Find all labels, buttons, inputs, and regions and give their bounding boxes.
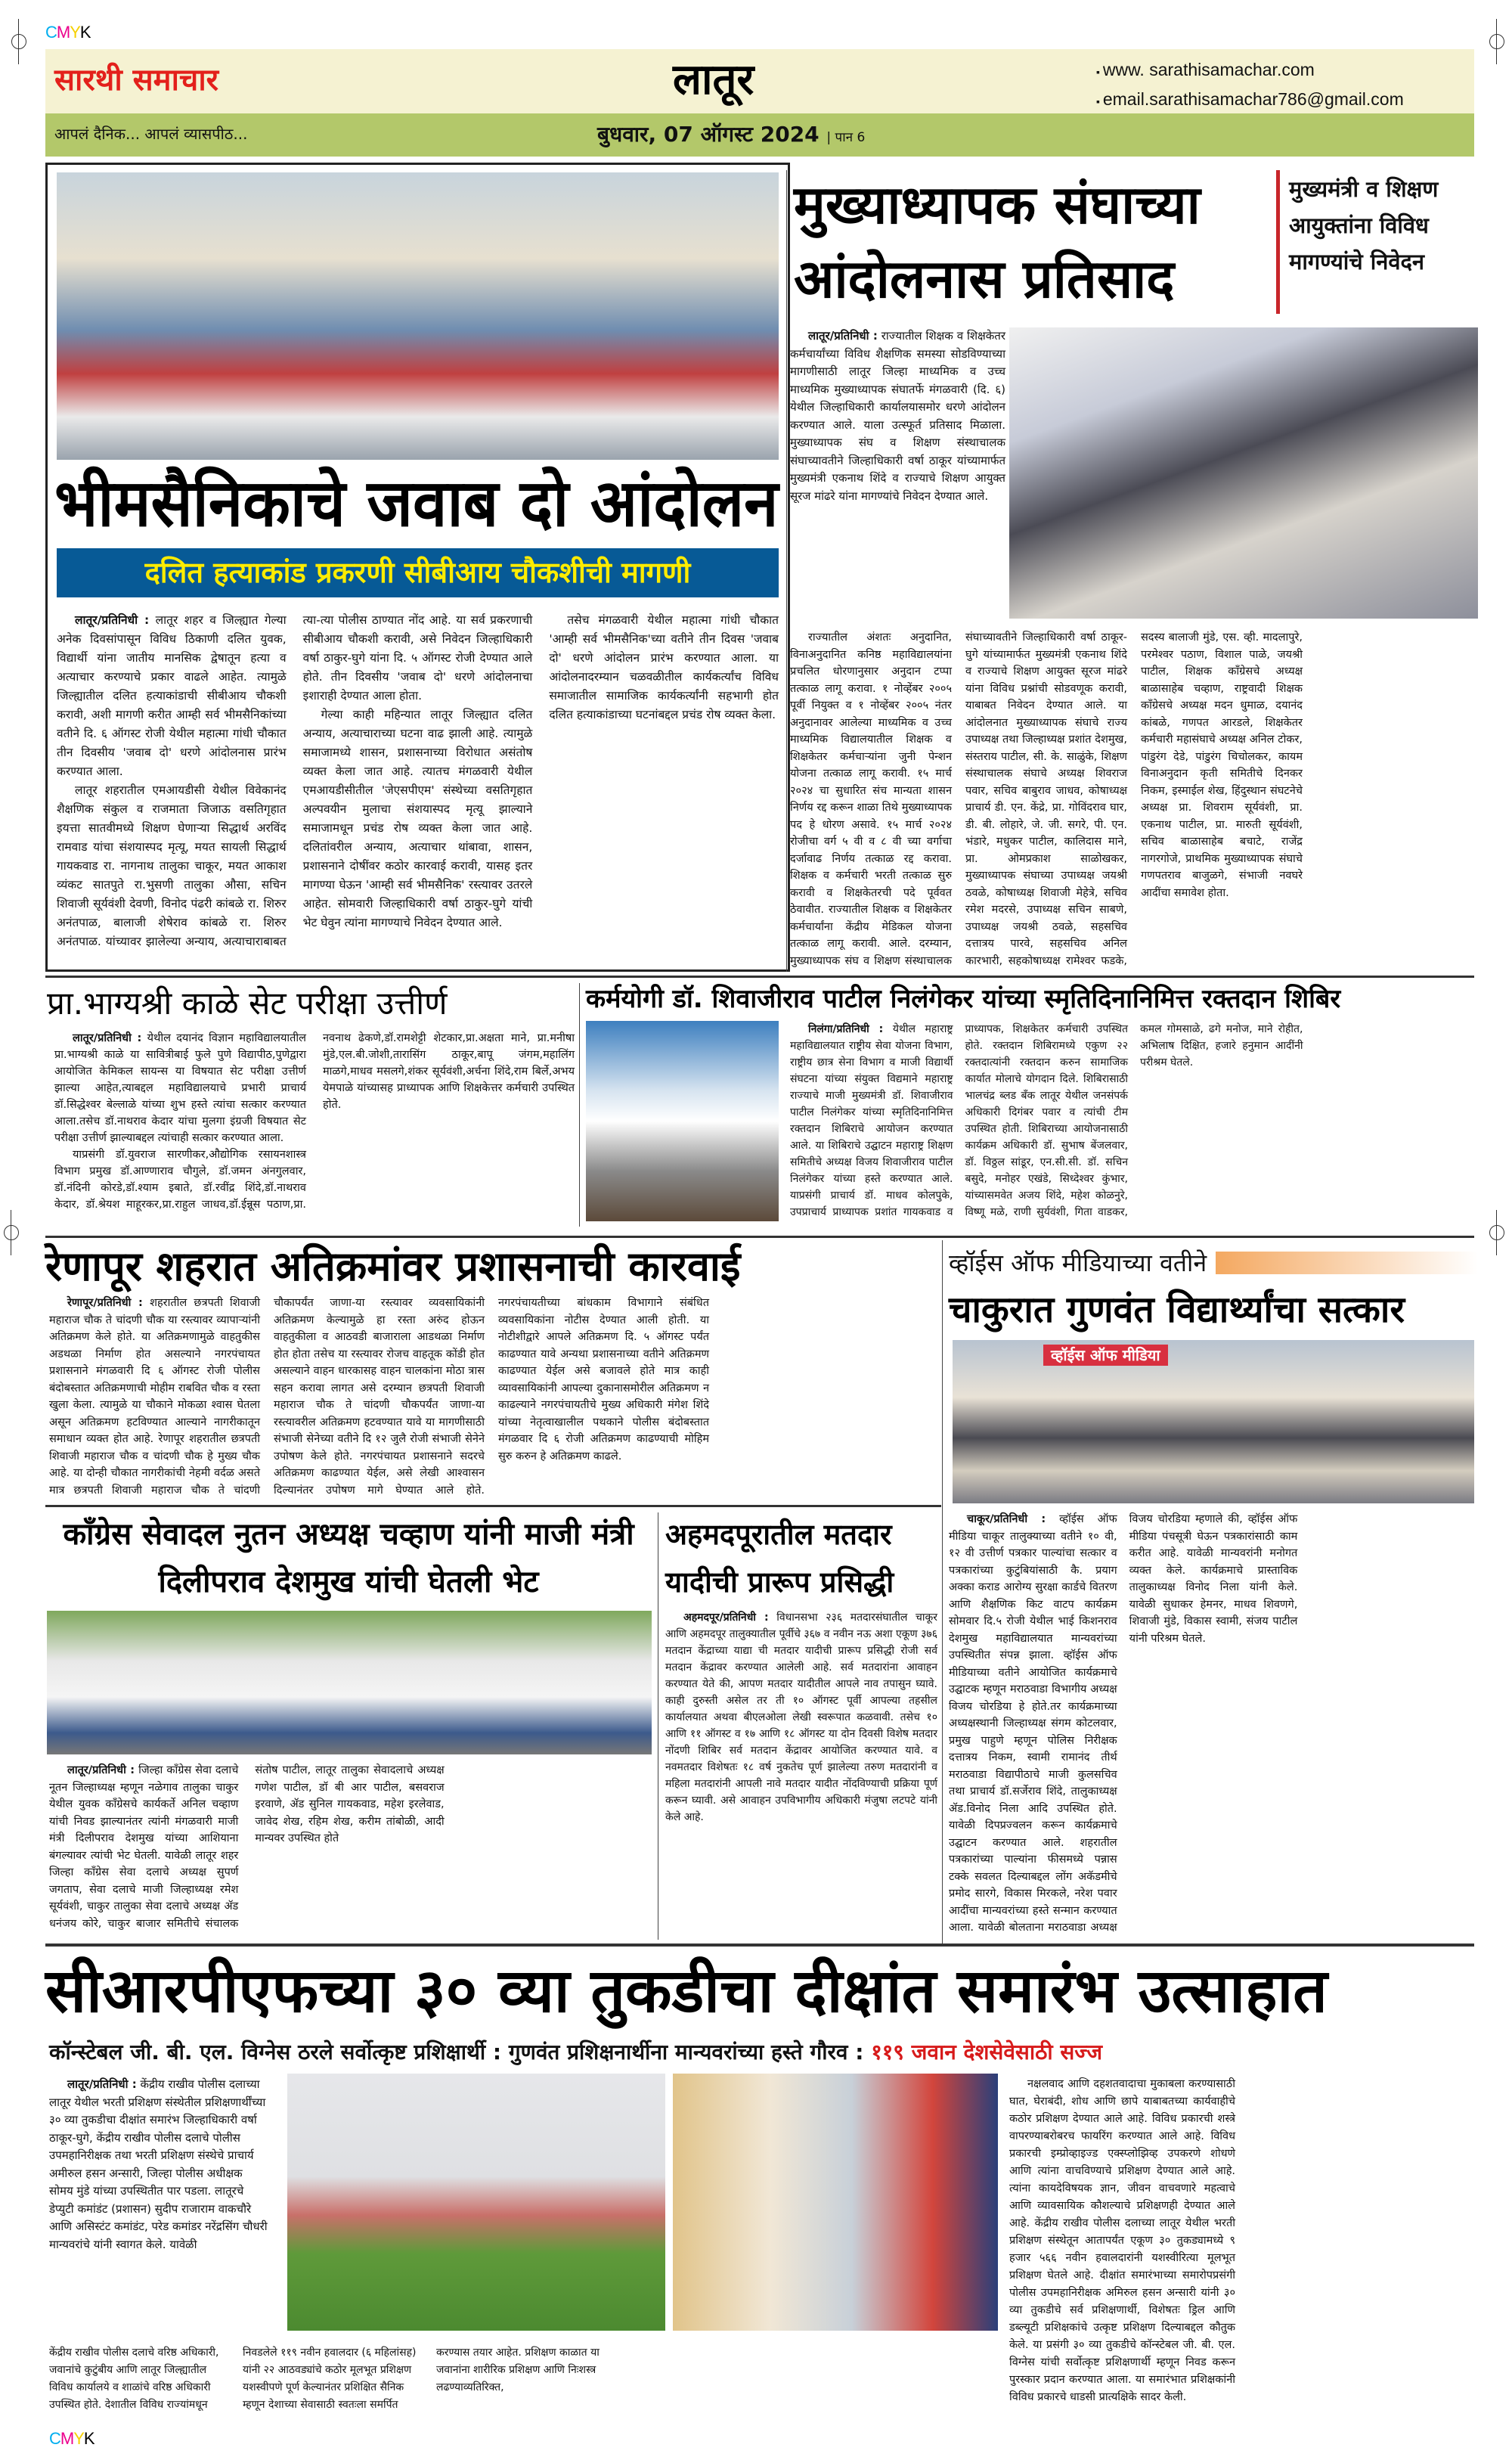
email-link[interactable]: ▪ email.sarathisamachar786@gmail.com (1096, 85, 1404, 115)
headline: रेणापूर शहरात अतिक्रमांवर प्रशासनाची कारवाई (45, 1242, 741, 1290)
decorative-bar (1216, 1252, 1478, 1274)
article-body (790, 1021, 1478, 1227)
tagline: आपलं दैनिक... आपलं व्यासपीठ... (54, 125, 248, 143)
cmyk-mark-top: CMYK (45, 23, 91, 42)
red-divider (1276, 170, 1280, 314)
article-body (665, 1609, 937, 1940)
date-text: बुधवार, 07 ऑगस्ट 2024 (597, 122, 820, 147)
section-rule (45, 1236, 1474, 1238)
dateline: निलंगा/प्रतिनिधी : (808, 1023, 884, 1035)
page-number: | पान 6 (826, 130, 866, 145)
blood-camp-photo (586, 1021, 779, 1221)
article-body (949, 1511, 1478, 1938)
headline: चाकुरात गुणवंत विद्यार्थ्यांचा सत्कार (949, 1289, 1405, 1331)
paragraph: याप्रसंगी डॉ.युवराज सारणीकर,औद्योगिक रसायनशास्त्र विभाग प्रमुख डॉ.आण्णाराव चौगुले, डॉ.जमन अंनगुलवार, डॉ.नंदिनी कोरडे,डॉ.श्याम इबाते, डॉ.रवींद्र शिंदे,डॉ.नाथराव केदार, डॉ.श्रेयश माहूरकर,प्रा.राहुल जाधव,डॉ.ईन्नूस पठाण,प्रा. नवनाथ ढेकणे,डॉ.रामशेट्टी शेटकार,प्रा.अक्षता माने, प्रा.मनीषा मुंडे,एल.बी.जोशी,तारासिंग ठाकूर,बापू जंगम,महालिंग माळगे,माधव मसलगे,शंकर सूर्यवंशी,अर्चना शिंदे,राम बिर्ले,अभय येमपाळे यांच्यासह प्राध्यापक आणि शिक्षकेत्तर कर्मचारी उपस्थित होते. (54, 1032, 575, 1211)
article-body (1009, 2076, 1478, 2420)
edition-city: लातूर (673, 55, 754, 104)
crpf-award-photo (673, 2074, 998, 2331)
article-lead (49, 2076, 268, 2341)
paragraph: तसेच मंगळवारी येथील महात्मा गांधी चौकात 'आम्ही सर्व भीमसैनिक'च्या वतीने तीन दिवस 'जवाब दो' धरणे आंदोलन प्रारंभ करण्यात आला. या आंदोलनादरम्यान चळवळीतील कार्यकर्त्यांच विविध समाजातील सामाजिक कार्यकर्त्यांनी सहभागी होत दलित हत्याकांडाच्या घटनांबद्दल प्रचंड रोष व्यक्त केला. (549, 613, 779, 721)
paragraph: लातूर शहर व जिल्ह्यात गेल्या अनेक दिवसांपासून विविध ठिकाणी दलित युवक, विद्यार्थी यांना जातीय मानसिक द्वेषातून हत्या व अत्याचार करण्याचे प्रकार वाढले आहेत. त्यामुळे जिल्ह्यातील दलित हत्याकांडाची सीबीआय चौकशी करावी, अशी मागणी करीत आम्ही सर्व भीमसैनिकांच्या वतीने दि. ६ ऑगस्ट रोजी येथील महात्मा गांधी चौकात तीन दिवसीय 'जवाब दो' धरणे आंदोलनास प्रारंभ करण्यात आला. (57, 613, 287, 778)
dateline: लातूर/प्रतिनिधी : (67, 2077, 137, 2091)
article-body (49, 1762, 650, 1940)
dateline: लातूर/प्रतिनिधी : (808, 329, 878, 343)
article-lead (790, 327, 1005, 626)
registration-mark-icon (1486, 19, 1508, 64)
article-body (49, 1295, 934, 1502)
website-link[interactable]: ▪ www. sarathisamachar.com (1096, 56, 1404, 85)
headline: मुख्याध्यापक संघाच्या आंदोलनास प्रतिसाद (794, 174, 1201, 310)
headline: भीमसैनिकाचे जवाब दो आंदोलन (54, 466, 779, 541)
paragraph: लातूर शहरातील एमआयडीसी येथील विवेकानंद शैक्षणिक संकुल व राजमाता जिजाऊ वसतिगृहात इयत्ता सातवीमध्ये शिक्षण घेणाऱ्या सिद्धार्थ अरविंद रामवाड यांचा संशयास्पद मृत्यू, मयत सायली सिद्धार्थ गायकवाड रा. नागनाथ तालुका चाकूर, मयत आकाश व्यंकट सातपुते रा.भुसणी तालुका औसा, सचिन शिवाजी सूर्यवंशी देवणी, विनोद पंढरी कांबळे रा. शिरुर अनंतपाळ, बालाजी शेषेराव कांबळे रा. शिरुर अनंतपाळ. यांच्यावर झालेल्या अन्याय, अत्याचाराबाबत त्या-त्या पोलीस ठाण्यात नोंद आहे. या सर्व प्रकरणाची सीबीआय चौकशी करावी, असे निवेदन जिल्हाधिकारी वर्षा ठाकुर-घुगे यांना दि. ५ ऑगस्ट रोजी देण्यात आले होते. तीन दिवसीय 'जवाब दो' धरणे आंदोलनाचा इशाराही देण्यात आला होता. (57, 613, 533, 948)
paragraph: राज्यातील अंशतः अनुदानित, विनाअनुदानित कनिष्ठ महाविद्यालयांना प्रचलित धोरणानुसार अनुदान टप्पा तत्काळ लागू करावा. १ नोव्हेंबर २००५ पूर्वी नियुक्त व १ नोव्हेंबर २००५ नंतर अनुदानावर आलेल्या माध्यमिक व उच्च माध्यमिक विद्यालयातील शिक्षक व शिक्षकेतर कर्मचाऱ्यांना जुनी पेन्शन योजना तत्काळ लागू करावी. १५ मार्च २०२४ चा सुधारित संच मान्यता शासन निर्णय रद्द करून शाळा तिथे मुख्याध्यापक पद हे धोरण असावे. १५ मार्च २०२४ रोजीचा वर्ग ५ वी व ८ वी च्या वर्गाचा दर्जावाढ निर्णय तत्काळ रद्द करावा. शिक्षक व कर्मचारी भरती तत्काळ सुरु करावी व शिक्षकेतरची पदे पूर्ववत ठेवावीत. राज्यातील शिक्षक व शिक्षकेतर कर्मचार्यांना केंद्रीय मेडिकल योजना तत्काळ लागू करावी. आले. दरम्यान, मुख्याध्यापक संघ व शिक्षण संस्थाचालक संघाच्यावतीने जिल्हाधिकारी वर्षा ठाकूर-घुगे यांच्यामार्फत मुख्यमंत्री एकनाथ शिंदे व राज्याचे शिक्षण आयुक्त सूरज मांढरे यांना विविध प्रश्नांची सोडवणूक करावी, याबाबत निवेदन देण्यात आले. या आंदोलनात मुख्याध्यापक संघाचे राज्य उपाध्यक्ष तथा जिल्हाध्यक्ष प्रशांत देशमुख, संस्तराय पाटील, सी. के. साळुंके, शिक्षण संस्थाचालक संघाचे अध्यक्ष शिवराज पवार, सचिव बाबुराव जाधव, कोषाध्यक्ष प्राचार्य डी. एन. केंद्रे, प्रा. गोविंदराव घार, डी. बी. लोहारे, जे. जी. सगरे, पी. एन. भंडारे, मधुकर पाटील, कालिदास माने, प्रा. ओमप्रकाश साळोखकर, मुख्याध्यापक संघाच्या उपाध्यक्ष जयश्री ठवळे, कोषाध्यक्ष शिवाजी मेहेत्रे, सचिव रमेश मदरसे, उपाध्यक्ष सचिन साबणे, उपाध्यक्ष जयश्री ठवळे, सहसचिव दत्तात्रय पारवे, सहसचिव अनिल कारभारी, सहकोषाध्यक्ष रामेश्वर फडके, सदस्य बालाजी मुंडे, एस. व्ही. मादलापुरे, परमेश्वर पठाण, विशाल पाळे, जयश्री पाटील, शिक्षक काँग्रेसचे अध्यक्ष बाळासाहेब चव्हाण, राष्ट्रवादी शिक्षक काँग्रेसचे अध्यक्ष मदन धुमाळ, दयानंद कांबळे, गणपत आरडले, शिक्षकेतर कर्मचारी महासंघाचे अध्यक्ष अनिल टोकर, पांडुरंग देडे, पांडुरंग चिचोलकर, कायम विनाअनुदान कृती समितीचे दिनकर निकम, इस्माईल शेख, हिंदुस्थान संघटनेचे अध्यक्ष प्रा. शिवराम सूर्यवंशी, प्रा. एकनाथ पाटील, प्रा. मारुती सूर्यवंशी, सचिव बाळासाहेब बचाटे, राजेंद्र नागरगोजे, प्राथमिक मुख्याध्यापक संघाचे गणपतराव बाजुळगे, संभाजी नवघरे आदींचा समावेश होता. (790, 631, 1303, 967)
paragraph: विधानसभा २३६ मतदारसंघातील चाकूर आणि अहमदपूर तालुक्यातील पूर्वीचे ३६७ व नवीन नऊ अशा एकूण ३७६ मतदान केंद्राच्या याद्या ची मतदार यादीची प्रारूप प्रसिद्धी रोजी सर्व मतदान केंद्रावर करण्यात आलेली आहे. सर्व मतदारांना आवाहन करण्यात येते की, आपण मतदार यादीतील आपले नाव तपासुन घ्यावे. काही दुरुस्ती असेल तर ती १० ऑगस्ट पूर्वी आपल्या तहसील कार्यालयात अथवा बीएलओला लेखी स्वरूपात कळवावी. तसेच १० आणि ११ ऑगस्ट व १७ आणि १८ ऑगस्ट या दोन दिवसी विशेष मतदार नोंदणी शिबिर सर्व मतदान केंद्रावर आयोजित करण्यात यावे. व नवमतदार विशेषतः १८ वर्ष नुकतेच पूर्ण झालेल्या तरुण मतदारांनी व महिला मतदारांनी आपली नावे मतदार यादीत नोंदविण्याची प्रक्रिया पूर्ण करून घ्यावी. असे आवाहन उपविभागीय अधिकारी मंजुषा लटपटे यांनी केले आहे. (665, 1612, 937, 1823)
paragraph: शहरातील छत्रपती शिवाजी महाराज चौक ते चांदणी चौक या रस्त्यावर व्यापाऱ्यांनी अतिक्रमण केले होते. या अतिक्रमणामुळे वाहतुकीस अडथळा निर्माण होत असल्याने नगरपंचायत प्रशासनाने मंगळवारी दि ६ ऑगस्ट रोजी पोलीस बंदोबस्तात अतिक्रमणाची मोहीम राबवित चौक व रस्ता खुला केला. त्यामुळे या चौकाने मोकळा श्वास घेतला असून अतिक्रमण हटविण्यात आल्याने नागरीकातून समाधान व्यक्त होत आहे. रेणापूर शहरातील छत्रपती शिवाजी महाराज चौक व चांदणी चौक हे मुख्य चौक आहे. या दोन्ही चौकात नागरीकांची नेहमी वर्दळ असते मात्र छत्रपती शिवाजी महाराज चौक ते चांदणी चौकापर्यंत जाणा-या रस्त्यावर व्यवसायिकांनी अतिक्रमण केल्यामुळे हा रस्ता अरुंद होऊन वाहतुकीला व आठवडी बाजाराला आडथळा निर्माण होत होता तसेच या रस्त्यावर रोजच वाहतूक कोंडी होत असल्याने वाहन धारकासह वाहन चालकांना मोठा त्रास सहन करावा लागत असे दरम्यान छत्रपती शिवाजी महाराज चौक ते चांदणी चौकपर्यंत जाणा-या रस्त्यावरील अतिक्रमण हटवण्यात यावे या मागणीसाठी संभाजी सेनेच्या वतीने दि १२ जुलै रोजी संभाजी सेनेने उपोषण केले होते. नगरपंचायत प्रशासनाने सदरचे अतिक्रमण काढण्यात येईल, असे लेखी आश्वासन दिल्यानंतर उपोषण मागे घेण्यात आले होते. नगरपंचायतीच्या बांधकाम विभागाने संबंधित व्यवसायिकांना नोटीस देण्यात आली होती. या नोटीशीद्वारे आपले अतिक्रमण दि. ५ ऑगस्ट पर्यंत काढण्यात यावे अन्यथा प्रशासनाच्या वतीने अतिक्रमण काढण्यात येईल असे बजावले होते मात्र काही व्यावसायिकांनी आपल्या दुकानासमोरील अतिक्रमण न काढल्याने नगरपंचायतीचे मुख्य अधिकारी मंगेश शिंदे यांच्या नेतृत्वाखालील पथकाने पोलीस बंदोबस्तात मंगळवार दि ६ रोजी अतिक्रमण काढण्याची मोहिम सुरु करुन हे अतिक्रमण काढले. (49, 1297, 709, 1497)
dateline: लातूर/प्रतिनिधी : (75, 613, 150, 627)
column-divider (942, 1240, 943, 1943)
paragraph: केंद्रीय राखीव पोलीस दलाच्या लातूर येथील भरती प्रशिक्षण संस्थेतील प्रशिक्षणार्थींच्या ३० व्या तुकडीचा दीक्षांत समारंभ जिल्हाधिकारी वर्षा ठाकूर-घुगे, केंद्रीय राखीव पोलीस दलाचे पोलीस उपमहानिरीक्षक तथा भरती प्रशिक्षण संस्थेचे प्राचार्य अमीरुल हसन अन्सारी, जिल्हा पोलीस अधीक्षक सोमय मुंडे यांच्या उपस्थितीत पार पडला. लातूरचे डेप्युटी कमांडंट (प्रशासन) सुदीप राजाराम वाकचौरे आणि असिस्टंट कमांडंट, परेड कमांडर नरेंद्रसिंग चौधरी मान्यवरांचे यांनी स्वागत केले. यावेळी (49, 2077, 268, 2251)
column-divider (786, 170, 787, 972)
cmyk-mark-bottom: CMYK (49, 2429, 94, 2448)
contact-info (1096, 56, 1404, 115)
newspaper-logo: सारथी समाचार (54, 62, 219, 98)
registration-mark-icon (0, 1210, 23, 1255)
article-body (790, 629, 1478, 972)
column-divider (579, 983, 580, 1227)
dateline: रेणापूर/प्रतिनिधी : (67, 1297, 143, 1309)
section-rule (45, 976, 1474, 978)
subheadline (49, 2036, 1478, 2069)
registration-mark-icon (8, 19, 30, 64)
paragraph: येथील दयानंद विज्ञान महाविद्यालयातील प्रा.भाग्यश्री काळे या सावित्रीबाई फुले पुणे विद्यापीठ,पुणेद्वारा आयोजित केमिकल सायन्स या विषयात सेट परीक्षा उत्तीर्ण झाल्या आहेत,त्याबद्दल महाविद्यालयाचे प्रभारी प्राचार्य डॉ.सिद्धेश्वर बेल्लाळे यांच्या शुभ हस्ते त्यांचा सत्कार करण्यात आला.तसेच डॉ.नाथराव केदार यांचा मुलगा इंग्रजी विषयात सेट परीक्षा उत्तीर्ण झाल्याबद्दल त्यांचाही सत्कार करण्यात आला. (54, 1032, 306, 1144)
issue-date (597, 119, 865, 154)
kicker: व्हॉईस ऑफ मीडियाच्या वतीने (949, 1249, 1207, 1277)
sit-in-photo (1009, 327, 1478, 619)
section-rule (45, 1943, 1474, 1947)
headline: कर्मयोगी डॉ. शिवाजीराव पाटील निलंगेकर यांच्या स्मृतिदिनानिमित्त रक्तदान शिबिर (586, 984, 1341, 1014)
paragraph: जिल्हा कॉंग्रेस सेवा दलाचे नूतन जिल्हाध्यक्ष म्हणून नळेगाव तालुका चाकुर येथील युवक कॉंग्रेसचे कार्यकर्ते अनिल चव्हाण यांची निवड झाल्यानंतर त्यांनी मंगळवारी माजी मंत्री दिलीपराव देशमुख यांच्या आशियाना बंगल्यावर त्यांची भेट घेतली. यावेळी लातूर शहर जिल्हा कॉंग्रेस सेवा दलाचे अध्यक्ष सुपर्ण जगताप, सेवा दलाचे माजी जिल्हाध्यक्ष रमेश सूर्यवंशी, चाकुर तालुका सेवा दलाचे अध्यक्ष ॲड धनंजय कोरे, चाकुर बाजार समितीचे संचालक संतोष पाटील, लातूर तालुका सेवादलाचे अध्यक्ष गणेश पाटील, डॉ बी आर पाटील, बसवराज इरवाणे, ॲड सुनिल गायकवाड, महेश इरलेवाड, जावेद शेख, रहिम शेख, करीम तांबोळी, आदी मान्यवर उपस्थित होते (49, 1764, 445, 1930)
paragraph: राज्यातील शिक्षक व शिक्षकेतर कर्मचार्यांच्या विविध शैक्षणिक समस्या सोडविण्याच्या मागणीसाठी लातूर जिल्हा माध्यमिक व उच्च माध्यमिक मुख्याध्यापक संघातर्फे मंगळवारी (दि. ६) येथील जिल्हाधिकारी कार्यालयासमोर धरणे आंदोलन करण्यात आले. याला उत्स्फूर्त प्रतिसाद मिळाला. मुख्याध्यापक संघ व शिक्षण संस्थाचालक संघाच्यावतीने जिल्हाधिकारी वर्षा ठाकूर यांच्यामार्फत मुख्यमंत्री एकनाथ शिंदे व राज्याचे शिक्षण आयुक्त सूरज मांढरे यांना मागण्यांचे निवेदन देण्यात आले. (790, 329, 1005, 503)
headline: अहमदपूरातील मतदार यादीची प्रारूप प्रसिद्धी (665, 1518, 894, 1599)
felicitation-photo (953, 1340, 1474, 1503)
paragraph: गेल्या काही महिन्यात लातूर जिल्ह्यात दलित अन्याय, अत्याचाराच्या घटना वाढ झाली आहे. त्यामुळे समाजामध्ये शासन, प्रशासनाच्या विरोधात असंतोष व्यक्त केला जात आहे. त्यातच मंगळवारी येथील एमआयडीसीतील 'जेएसपीएम' संस्थेच्या वसतिगृहात अल्पवयीन मुलाचा संशयास्पद मृत्यू झाल्याने समाजामधून प्रचंड रोष व्यक्त केला जात आहे. दलितांवरील अन्याय, अत्याचार थांबावा, शासन, प्रशासनाने दोषींवर कठोर कारवाई करावी, यासह इतर मागण्या घेऊन 'आम्ही सर्व भीमसैनिक' रस्त्यावर उतरले आहेत. सोमवारी जिल्हाधिकारी वर्षा ठाकुर-घुगे यांची भेट घेवुन त्यांना मागण्याचे निवेदन देण्यात आले. (302, 708, 533, 929)
subhead-text: कॉन्स्टेबल जी. बी. एल. विग्नेस ठरले सर्वोत्कृष्ट प्रशिक्षार्थी : गुणवंत प्रशिक्षनार्थीना मान्यवरांच्या हस्ते गौरव : (49, 2040, 864, 2064)
article-body (57, 611, 779, 966)
dateline: अहमदपूर/प्रतिनिधी : (683, 1612, 769, 1624)
protest-photo (57, 172, 779, 460)
paragraph: केंद्रीय राखीव पोलीस दलाचे वरिष्ठ अधिकारी, जवानांचे कुटुंबीय आणि लातूर जिल्ह्यातील विविध कार्यालये व शाळांचे वरिष्ठ अधिकारी उपस्थित होते. देशातील विविध राज्यांमधून निवडलेले ११९ नवीन हवालदार (६ महिलांसह) यांनी २२ आठवड्यांचे कठोर मूलभूत प्रशिक्षण यशस्वीपणे पूर्ण केल्यानंतर प्रशिक्षित सैनिक म्हणून देशाच्या सेवासाठी स्वतःला समर्पित करण्यास तयार आहेत. प्रशिक्षण काळात या जवानांना शारीरिक प्रशिक्षण आणि निःशस्त्र लढण्याव्यतिरिक्त, (49, 2347, 600, 2411)
article-body (54, 1030, 575, 1228)
subheadline-banner: दलित हत्याकांड प्रकरणी सीबीआय चौकशीची मागणी (57, 548, 779, 597)
congress-meeting-photo (47, 1611, 652, 1754)
paragraph: येथील महाराष्ट्र महाविद्यालयात राष्ट्रीय सेवा योजना विभाग, राष्ट्रीय छात्र सेना विभाग व माजी विद्यार्थी संघटना यांच्या संयुक्त विद्यमाने महाराष्ट्र राज्याचे माजी मुख्यमंत्री डॉ. शिवाजीराव पाटील निलंगेकर यांच्या स्मृतिदिनानिमित्त रक्तदान शिबिराचे आयोजन करण्यात आले. या शिबिराचे उद्घाटन महाराष्ट्र शिक्षण समितीचे अध्यक्ष विजय शिवाजीराव पाटील निलंगेकर यांच्या हस्ते करण्यात आले. याप्रसंगी प्राचार्य डॉ. माधव कोलपुके, उपप्राचार्य प्राध्यापक प्रशांत गायकवाड व प्राध्यापक, शिक्षकेतर कर्मचारी उपस्थित होते. रक्तदान शिबिरामध्ये एकुण २२ रक्तदात्यांनी रक्तदान करुन सामाजिक कार्यात मोलाचे योगदान दिले. शिबिरासाठी भालचंद्र ब्लड बँक लातूर येथील जनसंपर्क अधिकारी दिगंबर पवार व त्यांची टीम उपस्थित होती. शिबिराच्या आयोजनासाठी कार्यक्रम अधिकारी डॉ. सुभाष बेंजलवार, डॉ. विठ्ठल सांडूर, एन.सी.सी. डॉ. सचिन बसुदे, मनोहर एखंडे, सिध्देश्वर कुंभार, यांच्यासमवेत अजय शिंदे, महेश कोळनुरे, विष्णू मळे, राणी सुर्यवंशी, गिता वाडकर, कमल गोमसाळे, ढगे मनोज, माने रोहीत, अभिलाष दिक्षित, हजारे हनुमान आदींनी परीश्रम घेतले. (790, 1023, 1303, 1218)
dateline: लातूर/प्रतिनिधी : (73, 1032, 142, 1044)
subhead-highlight: ११९ जवान देशसेवेसाठी सज्ज (871, 2040, 1103, 2064)
deck: मुख्यमंत्री व शिक्षण आयुक्तांना विविध मागण्यांचे निवेदन (1289, 176, 1439, 275)
kicker-row (949, 1245, 1478, 1281)
section-rule (45, 1505, 941, 1507)
headline: सीआरपीएफच्या ३० व्या तुकडीचा दीक्षांत समारंभ उत्साहात (45, 1956, 1328, 2026)
article-continuation (49, 2344, 1002, 2420)
photo-banner-text: व्हॉईस ऑफ मीडिया (1043, 1345, 1168, 1366)
dateline: चाकूर/प्रतिनिधी : (967, 1513, 1046, 1525)
dateline: लातूर/प्रतिनिधी : (67, 1764, 135, 1776)
paragraph: नक्षलवाद आणि दहशतवादाचा मुकाबला करण्यासाठी घात, घेराबंदी, शोध आणि छापे याबाबतच्या कार्यवाहीचे कठोर प्रशिक्षण देण्यात आले आहे. विविध प्रकारची शस्त्रे वापरण्याबरोबरच फायरिंग करण्यात आले आहे. विविध प्रकारची इम्प्रोव्हाइज्ड एक्स्प्लोझिव्ह उपकरणे शोधणे आणि त्यांना वाचविण्याचे प्रशिक्षण देण्यात आले आहे. त्यांना कायदेविषयक ज्ञान, जीवन वाचवणारे महत्वाचे आणि व्यावसायिक कौशल्याचे प्रशिक्षणही देण्यात आले आहे. केंद्रीय राखीव पोलीस दलाच्या लातूर येथील भरती प्रशिक्षण संस्थेतून आतापर्यंत एकूण ३० तुकड्यामध्ये ९ हजार ५६६ नवीन हवालदारांनी यशस्वीरित्या मूलभूत प्रशिक्षण घेतले आहे. दीक्षांत समारंभाच्या समारोपप्रसंगी पोलीस उपमहानिरीक्षक अमिरुल हसन अन्सारी यांनी ३० व्या तुकडीचे सर्व प्रशिक्षणार्थी, विशेषतः ड्रिल आणि डब्ल्यूटी प्रशिक्षकांचे उत्कृष्ट प्रशिक्षण दिल्याबद्दल कौतुक केले. या प्रसंगी ३० व्या तुकडीचे कॉन्स्टेबल जी. बी. एल. विग्नेस यांची सर्वोत्कृष्ट प्रशिक्षणार्थी म्हणून निवड करून पुरस्कार प्रदान करण्यात आला. या समारंभात प्रशिक्षकांनी विविध प्रकारचे धाडसी प्रात्यक्षिके सादर केली. (1009, 2078, 1235, 2403)
headline: प्रा.भाग्यश्री काळे सेट परीक्षा उत्तीर्ण (47, 985, 448, 1022)
paragraph: व्हॉईस ऑफ मीडिया चाकूर तालुक्याच्या वतीने १० वी, १२ वी उत्तीर्ण पत्रकार पाल्यांचा सत्कार व पत्रकारांच्या कुटुंबियांसाठी कै. प्रयाग अक्का कराड आरोग्य सुरक्षा कार्डचे वितरण आणि शैक्षणिक किट वाटप कार्यक्रम सोमवार दि.५ रोजी येथील भाई किशनराव देशमुख महाविद्यालयात मान्यवरांच्या उपस्थितीत संपन्न झाला. व्हॉईस ऑफ मीडियाच्या वतीने आयोजित कार्यक्रमाचे उद्घाटक म्हणून मराठवाडा विभागीय अध्यक्ष विजय चोरडिया हे होते.तर कार्यक्रमाच्या अध्यक्षस्थानी जिल्हाध्यक्ष संगम कोटलवार, प्रमुख पाहुणे म्हणून पोलिस निरीक्षक दत्तात्रय निकम, स्वामी रामानंद तीर्थ मराठवाडा विद्यापीठाचे माजी कुलसचिव तथा प्राचार्य डॉ.सर्जेराव शिंदे, तालुकाध्यक्ष ॲड.विनोद निला आदि उपस्थित होते. यावेळी दिपप्रज्वलन करून कार्यक्रमाचे उद्घाटन करण्यात आले. शहरातील पत्रकारांच्या पाल्यांना फीसमध्ये पन्नास टक्के सवलत दिल्याबद्दल लोंग अकॅडमीचे प्रमोद सारगे, विकास मिरकले, नरेश पवार आदींचा मान्यवरांच्या हस्ते सन्मान करण्यात आला. यावेळी बोलताना मराठवाडा अध्यक्ष विजय चोरडिया म्हणाले की, व्हॉईस ऑफ मीडिया पंचसूत्री घेऊन पत्रकारांसाठी काम करीत आहे. यावेळी मान्यवरांनी मनोगत व्यक्त केले. कार्यक्रमाचे प्रास्ताविक तालुकाध्यक्ष विनोद निला यांनी केले. यावेळी सुधाकर हेमनर, माधव शिवणगे, शिवाजी मुंडे, विकास स्वामी, संजय पाटील यांनी परिश्रम घेतले. (949, 1513, 1298, 1934)
crpf-drill-photo (287, 2074, 665, 2331)
registration-mark-icon (1486, 1210, 1508, 1255)
headline: कॉंग्रेस सेवादल नुतन अध्यक्ष चव्हाण यांनी माजी मंत्री दिलीपराव देशमुख यांची घेतली भेट (63, 1517, 634, 1599)
